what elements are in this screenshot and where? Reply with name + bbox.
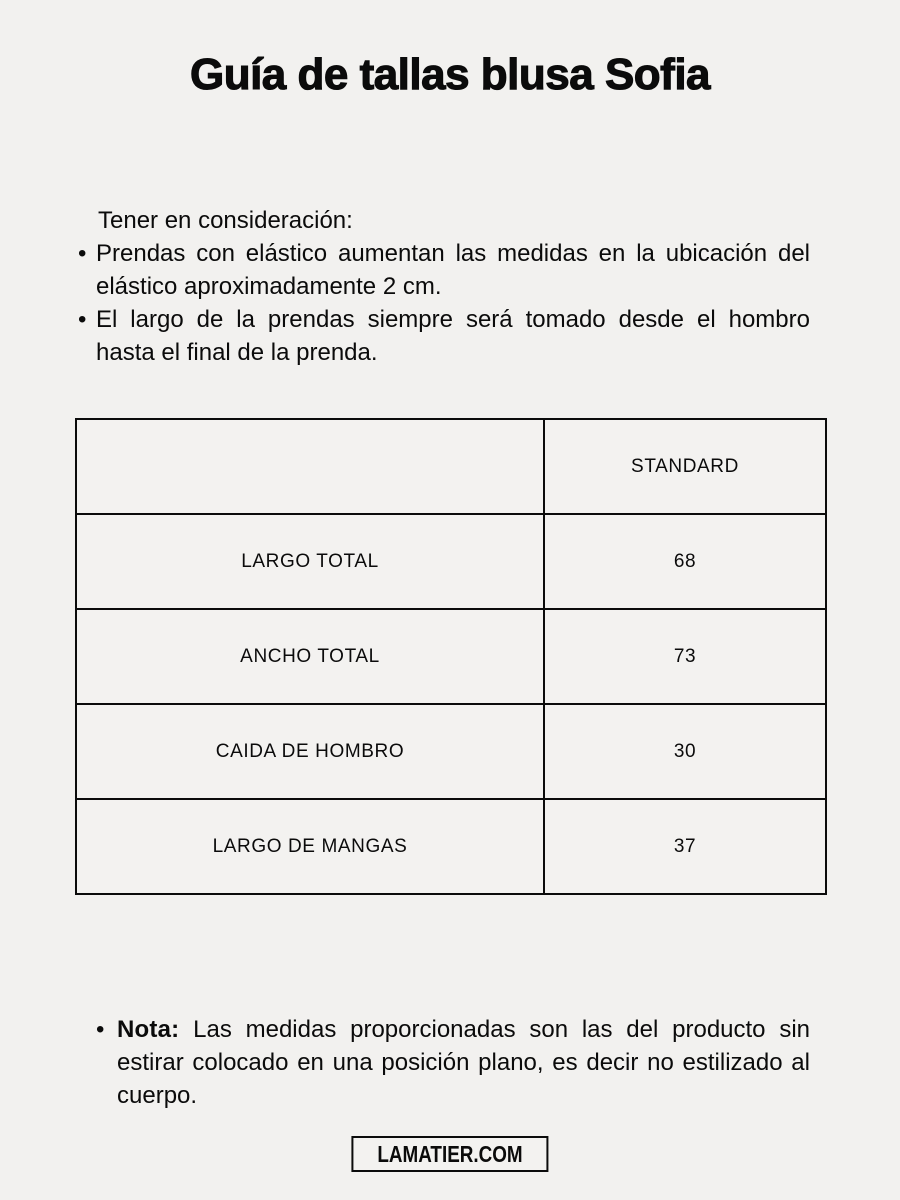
- considerations-heading: Tener en consideración:: [98, 207, 353, 234]
- measurement-label: LARGO TOTAL: [76, 514, 544, 609]
- size-table-empty-header-cell: [76, 419, 544, 514]
- measurement-label: CAIDA DE HOMBRO: [76, 704, 544, 799]
- note-text: [117, 1013, 810, 1112]
- measurement-label: LARGO DE MANGAS: [76, 799, 544, 894]
- size-table: [75, 418, 827, 895]
- brand-badge: [351, 1136, 548, 1172]
- bullet-icon: •: [96, 1016, 105, 1043]
- measurement-value: 30: [544, 704, 826, 799]
- measurement-value: 73: [544, 609, 826, 704]
- measurement-value: 37: [544, 799, 826, 894]
- size-table-row: [76, 514, 826, 609]
- size-table-row: [76, 799, 826, 894]
- page-title: Guía de tallas blusa Sofia: [189, 50, 711, 99]
- note-label: Nota:: [117, 1016, 180, 1043]
- note-body: Las medidas proporcionadas son las del producto sin estirar colocado en una posición plano, es decir no estilizado al cuerpo.: [117, 1016, 810, 1109]
- consideration-text: El largo de la prendas siempre será tomado desde el hombro hasta el final de la prenda.: [96, 306, 810, 366]
- consideration-text: Prendas con elástico aumentan las medidas en la ubicación del elástico aproximadamente 2 cm.: [96, 240, 810, 300]
- consideration-item: [78, 303, 810, 369]
- consideration-item: [78, 237, 810, 303]
- note-section: [96, 1013, 810, 1112]
- considerations-section: [78, 204, 810, 369]
- size-table-row: [76, 609, 826, 704]
- measurement-label: ANCHO TOTAL: [76, 609, 544, 704]
- size-table-row: [76, 704, 826, 799]
- measurement-value: 68: [544, 514, 826, 609]
- bullet-icon: •: [78, 240, 87, 267]
- brand-text: LAMATIER.COM: [377, 1140, 523, 1167]
- size-table-header-row: [76, 419, 826, 514]
- size-table-standard-header-cell: STANDARD: [544, 419, 826, 514]
- bullet-icon: •: [78, 306, 87, 333]
